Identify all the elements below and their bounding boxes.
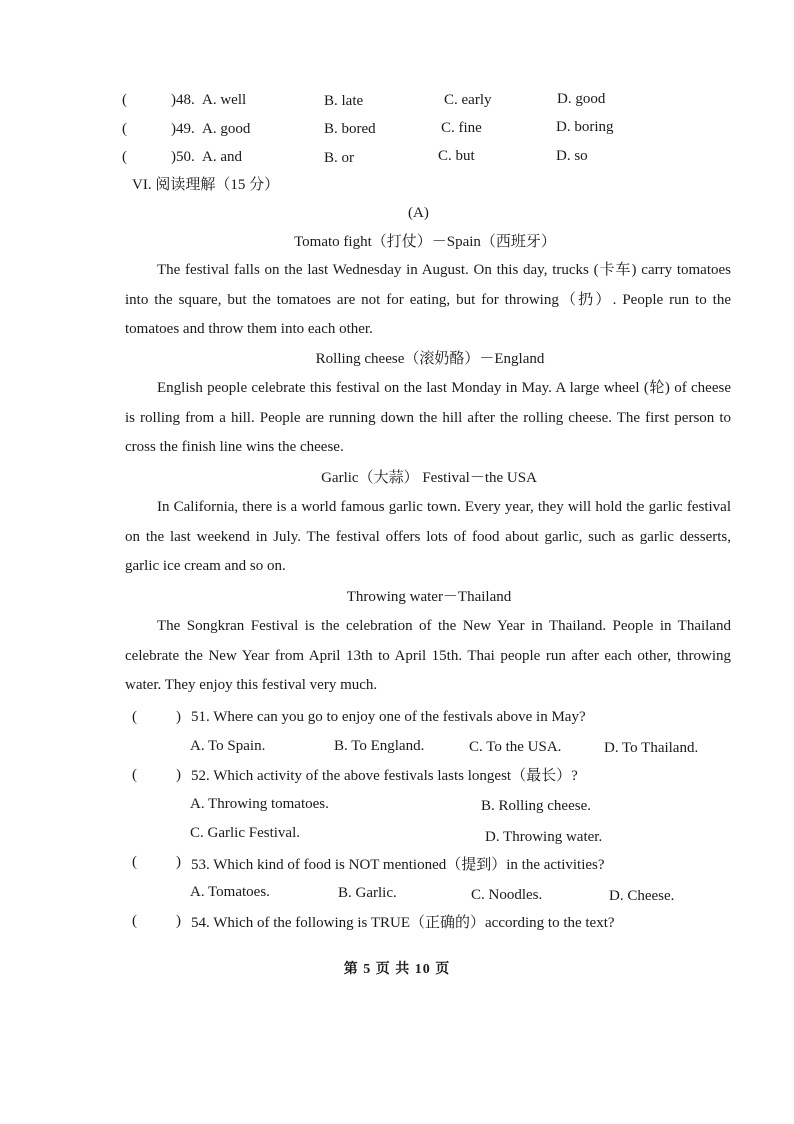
option-c: C. To the USA. — [469, 739, 562, 755]
answer-bracket-close: ) — [176, 854, 181, 870]
option-b: B. Garlic. — [338, 885, 397, 901]
answer-bracket: ( — [132, 913, 137, 929]
question-stem: 52. Which activity of the above festivals lasts longest（最长）? — [191, 768, 578, 784]
question-number: )50. — [171, 149, 195, 165]
answer-bracket: ( — [122, 121, 127, 137]
option-b: B. late — [324, 93, 364, 109]
option-d: D. so — [556, 148, 588, 164]
option-c: C. early — [444, 92, 492, 108]
passage-text: In California, there is a world famous garlic town. Every year, they will hold the garlic festival on the last weekend in July. The festival offers lots of food about garlic, such as garlic desserts, garlic ice cream and so on. — [125, 499, 731, 574]
option-d: D. Throwing water. — [485, 829, 603, 845]
option-a: A. Throwing tomatoes. — [190, 796, 329, 812]
question-number: )49. — [171, 121, 195, 137]
option-d: D. boring — [556, 119, 614, 135]
answer-bracket: ( — [122, 92, 127, 108]
answer-bracket-close: ) — [176, 767, 181, 783]
option-d: D. To Thailand. — [604, 740, 699, 756]
answer-bracket: ( — [122, 149, 127, 165]
option-b: B. Rolling cheese. — [481, 798, 591, 814]
part-label: (A) — [408, 205, 429, 221]
option-b: B. bored — [324, 121, 376, 137]
question-stem: 51. Where can you go to enjoy one of the festivals above in May? — [191, 709, 586, 725]
option-c: C. Noodles. — [471, 887, 543, 903]
answer-bracket-close: ) — [176, 709, 181, 725]
answer-bracket-close: ) — [176, 913, 181, 929]
passage-title: Garlic（大蒜） Festival－the USA — [321, 470, 537, 486]
option-a: A. well — [202, 92, 247, 108]
option-a: A. To Spain. — [190, 738, 266, 754]
passage-title: Rolling cheese（滚奶酪）－England — [315, 351, 545, 367]
passage-title: Throwing water－Thailand — [346, 589, 512, 605]
passage-text: English people celebrate this festival on the last Monday in May. A large wheel (轮) of cheese is rolling from a hill. People are running down the hill after the rolling cheese. The first person to cross the finish line wins the cheese. — [125, 380, 731, 455]
option-d: D. good — [557, 91, 606, 107]
question-stem: 53. Which kind of food is NOT mentioned（提到）in the activities? — [191, 857, 605, 873]
option-b: B. To England. — [334, 738, 425, 754]
option-a: A. good — [202, 121, 251, 137]
answer-bracket: ( — [132, 767, 137, 783]
question-stem: 54. Which of the following is TRUE（正确的）according to the text? — [191, 915, 615, 931]
option-b: B. or — [324, 150, 354, 166]
option-d: D. Cheese. — [609, 888, 675, 904]
answer-bracket: ( — [132, 709, 137, 725]
option-c: C. fine — [441, 120, 482, 136]
passage-text: The Songkran Festival is the celebration of the New Year in Thailand. People in Thailand celebrate the New Year from April 13th to April 15th. Thai people run after each other, throwing water. They enjoy this festival very much. — [125, 618, 731, 693]
option-c: C. Garlic Festival. — [190, 825, 300, 841]
option-a: A. and — [202, 149, 242, 165]
passage-text: The festival falls on the last Wednesday in August. On this day, trucks (卡车) carry tomatoes into the square, but the tomatoes are not for eating, but for throwing（扔）. People run to the tomatoes and throw them into each other. — [125, 262, 731, 337]
option-c: C. but — [438, 148, 475, 164]
option-a: A. Tomatoes. — [190, 884, 270, 900]
question-number: )48. — [171, 92, 195, 108]
passage-title: Tomato fight（打仗）－Spain（西班牙） — [294, 234, 556, 250]
page-number: 第 5 页 共 10 页 — [343, 962, 451, 977]
answer-bracket: ( — [132, 854, 137, 870]
section-heading: VI. 阅读理解（15 分） — [132, 177, 280, 193]
